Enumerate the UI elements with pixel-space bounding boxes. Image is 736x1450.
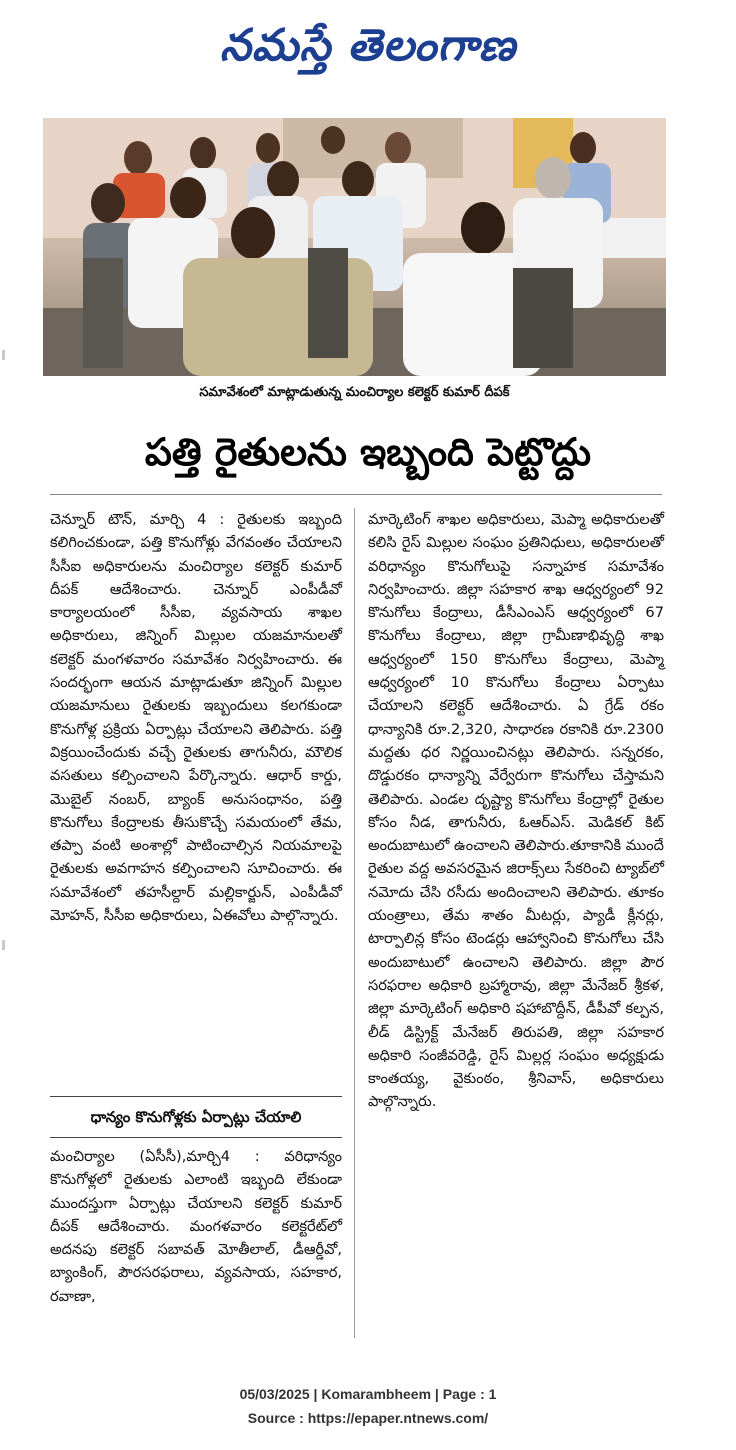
headline-rule [50,494,662,495]
article-headline: పత్తి రైతులను ఇబ్బంది పెట్టొద్దు [144,430,592,474]
photo-caption: సమావేశంలో మాట్లాడుతున్న మంచిర్యాల కలెక్టర్ కుమార్ దీపక్ [199,385,510,400]
column-divider [354,508,355,1338]
meeting-photo-illustration [43,118,666,376]
page-edge-mark [2,940,5,950]
footer-date-edition: 05/03/2025 | Komarambheem | Page : 1 [239,1386,497,1402]
article1-body-column [50,508,342,927]
page-edge-mark [2,350,5,360]
article2-body-left-column [50,1145,342,1308]
article2-body-right-column [368,508,664,1114]
article1-body-text: చెన్నూర్ టౌన్, మార్చి 4 : రైతులకు ఇబ్బంది కలిగించకుండా, పత్తి కొనుగోళ్లు వేగవంతం చేయాలని సీసీఐ అధికారులను మంచిర్యాల కలెక్టర్ కుమార్ దీపక్ ఆదేశించారు. చెన్నూర్ ఎంపీడీవో కార్యాలయంలో సీసీఐ, వ్యవసాయ శాఖల అధికారులు, జిన్నింగ్ మిల్లుల యజమానులతో కలెక్టర్ మంగళవారం సమావేశం నిర్వహించారు. ఈ సందర్భంగా ఆయన మాట్లాడుతూ జిన్నింగ్ మిల్లుల యజమానులు రైతులకు ఇబ్బందులు కలగకుండా కొనుగోళ్ల ప్రక్రియ ఏర్పాట్లు చేయాలని తెలిపారు. పత్తి విక్రయించేందుకు వచ్చే రైతులకు తాగునీరు, మౌలిక వసతులు కల్పించాలని పేర్కొన్నారు. ఆధార్ కార్డు, మొబైల్ నంబర్, బ్యాంక్ అనుసంధానం, పత్తి కొనుగోలు కేంద్రాలకు తీసుకొచ్చే సమయంలో తేమ, తప్పా వంటి అంశాల్లో పాటించాల్సిన నియమాలపై రైతులకు అవగాహన కల్పించాలని సూచించారు. ఈ సమావేశంలో తహసీల్దార్ మల్లికార్జున్, ఎంపీడీవో మోహన్, సీసీఐ అధికారులు, ఏఈవోలు పాల్గొన్నారు. [50,511,342,925]
article2-body-left-text: మంచిర్యాల (ఏసీసీ),మార్చి4 : వరిధాన్యం కొనుగోళ్లలో రైతులకు ఎలాంటి ఇబ్బంది లేకుండా ముందస్తుగా ఏర్పాట్లు చేయాలని కలెక్టర్ కుమార్ దీపక్ ఆదేశించారు. మంగళవారం కలెక్టరేట్‌లో అదనపు కలెక్టర్ సబావత్ మోతీలాల్, డీఆర్డీవో, బ్యాంకింగ్, పౌరసరఫరాలు, వ్యవసాయ, సహకార, రవాణా, [50,1148,342,1305]
footer-source-link[interactable]: Source : https://epaper.ntnews.com/ [247,1410,489,1426]
article2-body-right-text: మార్కెటింగ్ శాఖల అధికారులు, మెప్మా అధికారులతో కలిసి రైస్ మిల్లుల సంఘం ప్రతినిధులు, అధికారులతో వరిధాన్యం కొనుగోలుపై సన్నాహక సమావేశం నిర్వహించారు. జిల్లా సహకార శాఖ ఆధ్వర్యంలో 92 కొనుగోలు కేంద్రాలు, డీసీఎంఎస్ ఆధ్వర్యంలో 67 కొనుగోలు కేంద్రాలు, జిల్లా గ్రామీణాభివృద్ధి శాఖ ఆధ్వర్యంలో 150 కొనుగోలు కేంద్రాలు, మెప్మా ఆధ్వర్యంలో 10 కొనుగోలు కేంద్రాలు ఏర్పాటు చేయాలని కలెక్టర్ ఆదేశించారు. ఏ గ్రేడ్ రకం ధాన్యానికి రూ.2,320, సాధారణ రకానికి రూ.2300 మద్దతు ధర నిర్ణయించినట్లు తెలిపారు. సన్నరకం, దొడ్డురకం ధాన్యాన్ని వేర్వేరుగా కొనుగోలు చేస్తామని తెలిపారు. ఎండల దృష్ట్యా కొనుగోలు కేంద్రాల్లో రైతుల కోసం నీడ, తాగునీరు, ఓఆర్ఎస్. మెడికల్ కిట్ అందుబాటులో ఉంచాలని తెలిపారు.తూకానికి ముందే రైతుల వద్ద అవసరమైన జిరాక్స్‌లు సేకరించి ట్యాబ్‌లో నమోదు చేసి రసీదు అందించాలని తెలిపారు. తూకం యంత్రాలు, తేమ శాతం మీటర్లు, ప్యాడీ క్లీనర్లు, టార్పాలిన్ల కోసం టెండర్లు ఆహ్వానించి కొనుగోలు చేసి అందుబాటులో ఉంచాలని తెలిపారు. జిల్లా పౌర సరఫరాల అధికారి బ్రహ్మారావు, జిల్లా మేనేజర్ శ్రీకళ, జిల్లా మార్కెటింగ్ అధికారి షహాబొద్దీన్, డీపీవో కల్పన, లీడ్ డిస్ట్రిక్ట్ మేనేజర్ తిరుపతి, జిల్లా సహకార అధికారి సంజీవరెడ్డి, రైస్ మిల్లర్ల సంఘం అధ్యక్షుడు కాంతయ్య, వైకుంఠం, శ్రీనివాస్, అధికారులు పాల్గొన్నారు. [368,511,664,1111]
newspaper-masthead: నమస్తే తెలంగాణ [219,20,517,71]
meeting-photo [43,118,666,376]
article2-subhead: ధాన్యం కొనుగోళ్లకు ఏర్పాట్లు చేయాలి [50,1096,342,1138]
